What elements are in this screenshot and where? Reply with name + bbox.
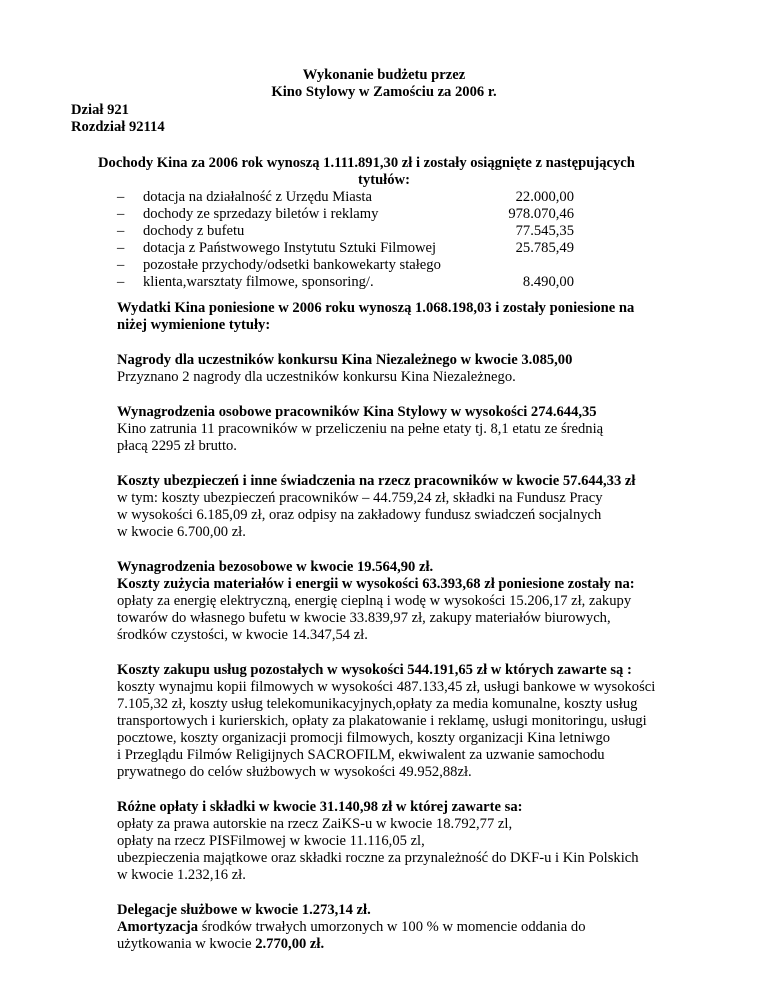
amortyzacja-text-2: użytkowania w kwocie [117, 936, 256, 952]
nagrody-heading: Nagrody dla uczestników konkursu Kina Niezależnego w kwocie 3.085,00 [117, 352, 573, 368]
title-line-1: Wykonanie budżetu przez [302, 67, 466, 83]
expenses-heading-line-1: Wydatki Kina poniesione w 2006 roku wynoszą 1.068.198,03 i zostały poniesione na [117, 300, 635, 316]
uslugi-text-5: i Przeglądu Filmów Religijnych SACROFILM, ekwiwalent za uzwanie samochodu [117, 747, 605, 763]
income-item-label: pozostałe przychody/odsetki bankowekarty stałego [143, 257, 441, 273]
income-item-label: dochody z bufetu [143, 223, 245, 239]
income-item-label: dotacja z Państwowego Instytutu Sztuki Filmowej [143, 240, 437, 256]
uslugi-heading: Koszty zakupu usług pozostałych w wysokości 544.191,65 zł w których zawarte są : [117, 662, 632, 678]
materialy-text-3: środków czystości, w kwocie 14.347,54 zł. [117, 627, 368, 643]
income-item-label: dochody ze sprzedazy biletów i reklamy [143, 206, 379, 222]
uslugi-text-4: pocztowe, koszty organizacji promocji filmowych, koszty organizacji Kina letniwgo [117, 730, 611, 746]
oplaty-heading: Różne opłaty i składki w kwocie 31.140,98 zł w której zawarte sa: [117, 799, 523, 815]
oplaty-text-3: ubezpieczenia majątkowe oraz składki roczne za przynależność do DKF-u i Kin Polskich [117, 850, 639, 866]
uslugi-text-2: 7.105,32 zł, koszty usług telekomunikacyjnych,opłaty za media komunalne, koszty usług [117, 696, 638, 712]
amortyzacja-line-2 [117, 936, 324, 953]
bezosobowe-heading: Wynagrodzenia bezosobowe w kwocie 19.564,90 zł. [117, 559, 434, 575]
amortyzacja-text-1: środków trwałych umorzonych w 100 % w momencie oddania do [198, 919, 586, 935]
ubezpieczenia-heading: Koszty ubezpieczeń i inne świadczenia na rzecz pracowników w kwocie 57.644,33 zł [117, 473, 636, 489]
uslugi-text-6: prywatnego do celów służbowych w wysokości 49.952,88zł. [117, 764, 472, 780]
amortyzacja-line-1 [117, 919, 586, 936]
income-item-label: dotacja na działalność z Urzędu Miasta [143, 189, 372, 205]
list-dash: – [117, 223, 125, 239]
income-heading-line-2: tytułów: [358, 172, 410, 188]
ubezpieczenia-text-2: w wysokości 6.185,09 zł, oraz odpisy na zakładowy fundusz swiadczeń socjalnych [117, 507, 602, 523]
income-item-label: klienta,warsztaty filmowe, sponsoring/. [143, 274, 374, 290]
uslugi-text-3: transportowych i kurierskich, opłaty za plakatowanie i reklamę, usługi monitoringu, usługi [117, 713, 647, 729]
list-dash: – [117, 257, 125, 273]
materialy-heading: Koszty zużycia materiałów i energii w wysokości 63.393,68 zł poniesione zostały na: [117, 576, 635, 592]
wynagrodzenia-heading: Wynagrodzenia osobowe pracowników Kina Stylowy w wysokości 274.644,35 [117, 404, 597, 420]
list-dash: – [117, 189, 125, 205]
wynagrodzenia-text-1: Kino zatrunia 11 pracowników w przeliczeniu na pełne etaty tj. 8,1 etatu ze średnią [117, 421, 604, 437]
income-heading-line-1: Dochody Kina za 2006 rok wynoszą 1.111.891,30 zł i zostały osiągnięte z następujących [98, 155, 635, 171]
list-dash: – [117, 240, 125, 256]
oplaty-text-1: opłaty za prawa autorskie na rzecz ZaiKS-u w kwocie 18.792,77 zl, [117, 816, 513, 832]
income-item-value: 77.545,35 [515, 223, 574, 239]
delegacje-heading: Delegacje służbowe w kwocie 1.273,14 zł. [117, 902, 371, 918]
amortyzacja-amount: 2.770,00 zł. [255, 936, 325, 952]
materialy-text-1: opłaty za energię elektryczną, energię cieplną i wodę w wysokości 15.206,17 zł, zakupy [117, 593, 632, 609]
list-dash: – [117, 274, 125, 290]
income-item-value: 8.490,00 [522, 274, 574, 290]
income-item-value: 25.785,49 [515, 240, 574, 256]
rozdzial-label: Rozdział 92114 [71, 119, 165, 135]
uslugi-text-1: koszty wynajmu kopii filmowych w wysokości 487.133,45 zł, usługi bankowe w wysokości [117, 679, 656, 695]
ubezpieczenia-text-3: w kwocie 6.700,00 zł. [117, 524, 246, 540]
expenses-heading-line-2: niżej wymienione tytuły: [117, 317, 271, 333]
ubezpieczenia-text-1: w tym: koszty ubezpieczeń pracowników – 44.759,24 zł, składki na Fundusz Pracy [117, 490, 603, 506]
list-dash: – [117, 206, 125, 222]
nagrody-text: Przyznano 2 nagrody dla uczestników konkursu Kina Niezależnego. [117, 369, 516, 385]
income-item-value: 978.070,46 [508, 206, 574, 222]
amortyzacja-label: Amortyzacja [117, 919, 199, 935]
oplaty-text-4: w kwocie 1.232,16 zł. [117, 867, 246, 883]
dzial-label: Dział 921 [71, 102, 129, 118]
income-item-value: 22.000,00 [515, 189, 574, 205]
title-line-2: Kino Stylowy w Zamościu za 2006 r. [271, 84, 497, 100]
materialy-text-2: towarów do własnego bufetu w kwocie 33.839,97 zł, zakupy materiałów biurowych, [117, 610, 611, 626]
wynagrodzenia-text-2: płacą 2295 zł brutto. [117, 438, 237, 454]
oplaty-text-2: opłaty na rzecz PISFilmowej w kwocie 11.116,05 zl, [117, 833, 425, 849]
